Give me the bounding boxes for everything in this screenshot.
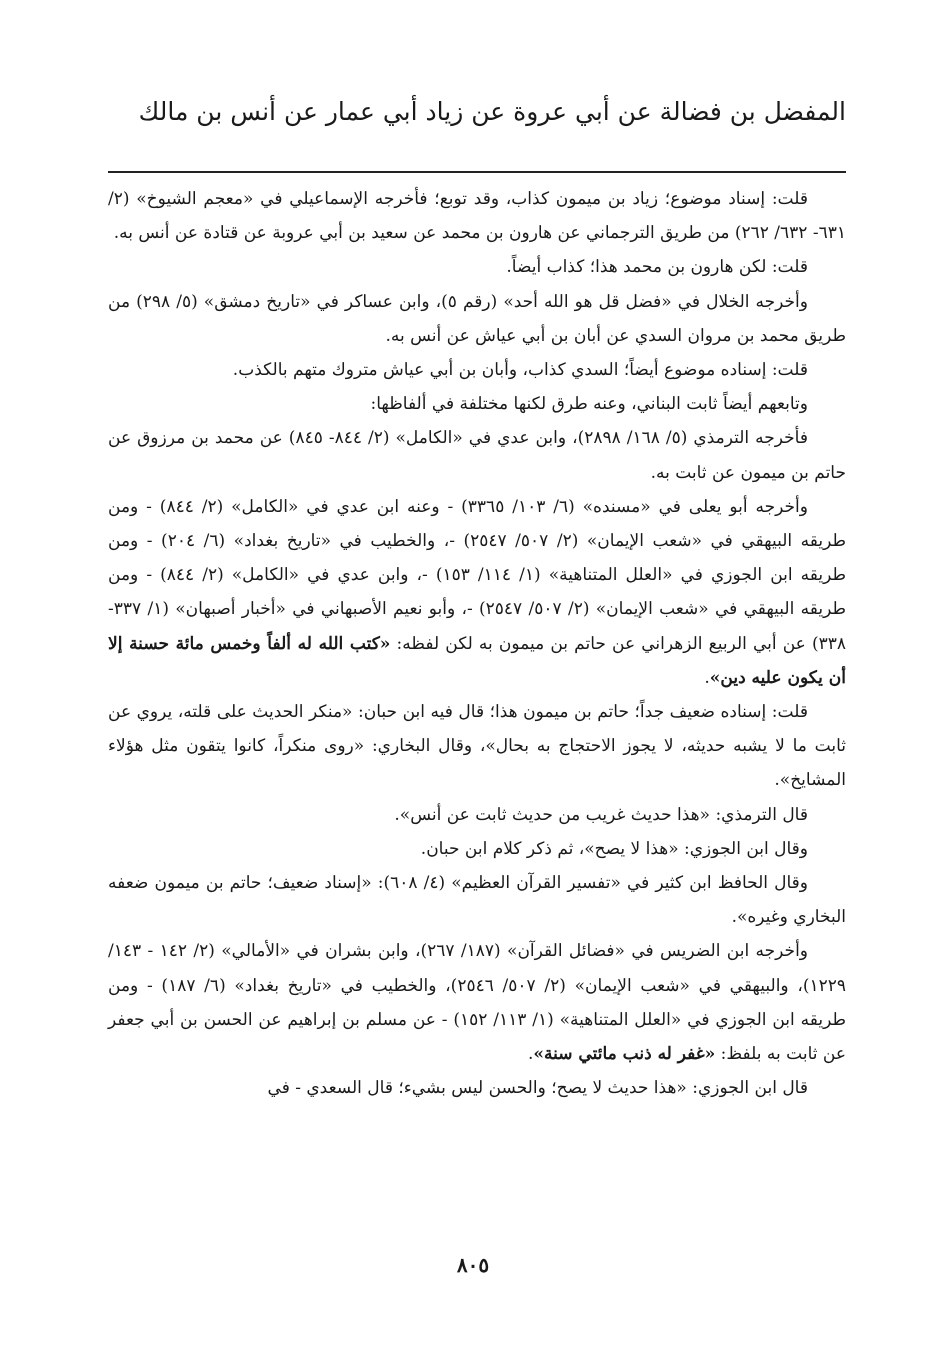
paragraph: قلت: إسناده ضعيف جداً؛ حاتم بن ميمون هذا؛ قال فيه ابن حبان: «منكر الحديث على قلته، يروي عن ثابت ما لا يشبه حديثه، لا يجوز الاحتجاج به بحال»، وقال البخاري: «روى منكراً، كانوا يتقون مثل هؤلاء المشايخ». [108, 702, 846, 791]
header-rule [108, 171, 846, 173]
paragraph: وقال ابن الجوزي: «هذا لا يصح»، ثم ذكر كلام ابن حبان. [420, 838, 808, 859]
hadith-text: «كتب الله له ألفاً وخمس مائة حسنة إلا أن يكون عليه دين» [108, 633, 846, 688]
running-title: المفضل بن فضالة عن أبي عروة عن زياد أبي عمار عن أنس بن مالك [138, 97, 846, 126]
paragraph: قلت: إسناده موضوع أيضاً؛ السدي كذاب، وأبان بن أبي عياش متروك متهم بالكذب. [232, 360, 808, 381]
paragraph: وأخرجه ابن الضريس في «فضائل القرآن» (١٨٧/ ٢٦٧)، وابن بشران في «الأمالي» (٢/ ١٤٢ - ١٤٣/ ١٢٢٩)، والبيهقي في «شعب الإيمان» (٢/ ٥٠٧/ ٢٥٤٦)، والخطيب في «تاريخ بغداد» (٦/ ١٨٧) - ومن طريقه ابن الجوزي في «العلل المتناهية» (١/ ١١٣/ ١٥٢) - عن مسلم بن إبراهيم عن الحسن بن أبي جعفر عن ثابت به بلفظ: «غفر له ذنب مائتي سنة». [108, 941, 846, 1065]
paragraph: فأخرجه الترمذي (٥/ ١٦٨/ ٢٨٩٨)، وابن عدي في «الكامل» (٢/ ٨٤٤- ٨٤٥) عن محمد بن مرزوق عن حاتم بن ميمون عن ثابت به. [108, 428, 846, 483]
page-number: ٨٠٥ [456, 1253, 490, 1277]
paragraph: قال ابن الجوزي: «هذا حديث لا يصح؛ والحسن ليس بشيء؛ قال السعدي - في [267, 1078, 808, 1099]
body-text [108, 182, 846, 1105]
paragraph: وأخرجه أبو يعلى في «مسنده» (٦/ ١٠٣/ ٣٣٦٥) - وعنه ابن عدي في «الكامل» (٢/ ٨٤٤) - ومن طريقه البيهقي في «شعب الإيمان» (٢/ ٥٠٧/ ٢٥٤٧) -، والخطيب في «تاريخ بغداد» (٦/ ٢٠٤) - ومن طريقه ابن الجوزي في «العلل المتناهية» (١/ ١١٤/ ١٥٣) -، وابن عدي في «الكامل» (٢/ ٨٤٤) - ومن طريقه البيهقي في «شعب الإيمان» (٢/ ٥٠٧/ ٢٥٤٧) -، وأبو نعيم الأصبهاني في «أخبار أصبهان» (١/ ٣٣٧- ٣٣٨) عن أبي الربيع الزهراني عن حاتم بن ميمون به لكن لفظه: «كتب الله له ألفاً وخمس مائة حسنة إلا أن يكون عليه دين». [108, 496, 847, 688]
paragraph: وتابعهم أيضاً ثابت البناني، وعنه طرق لكنها مختلفة في ألفاظها: [370, 394, 808, 415]
paragraph: قلت: لكن هارون بن محمد هذا؛ كذاب أيضاً. [506, 257, 808, 278]
paragraph: وقال الحافظ ابن كثير في «تفسير القرآن العظيم» (٤/ ٦٠٨): «إسناد ضعيف؛ حاتم بن ميمون ضعفه البخاري وغيره». [108, 873, 846, 928]
paragraph: وأخرجه الخلال في «فضل قل هو الله أحد» (رقم ٥)، وابن عساكر في «تاريخ دمشق» (٥/ ٢٩٨) من طريق محمد بن مروان السدي عن أبان بن أبي عياش عن أنس به. [108, 291, 846, 346]
hadith-text: «غفر له ذنب مائتي سنة» [533, 1044, 716, 1065]
paragraph: قلت: إسناد موضوع؛ زياد بن ميمون كذاب، وقد توبع؛ فأخرجه الإسماعيلي في «معجم الشيوخ» (٢/ ٦٣١- ٦٣٢/ ٢٦٢) من طريق الترجماني عن هارون بن محمد عن سعيد بن أبي عروبة عن قتادة عن أنس به. [108, 189, 846, 244]
paragraph: قال الترمذي: «هذا حديث غريب من حديث ثابت عن أنس». [394, 804, 808, 825]
